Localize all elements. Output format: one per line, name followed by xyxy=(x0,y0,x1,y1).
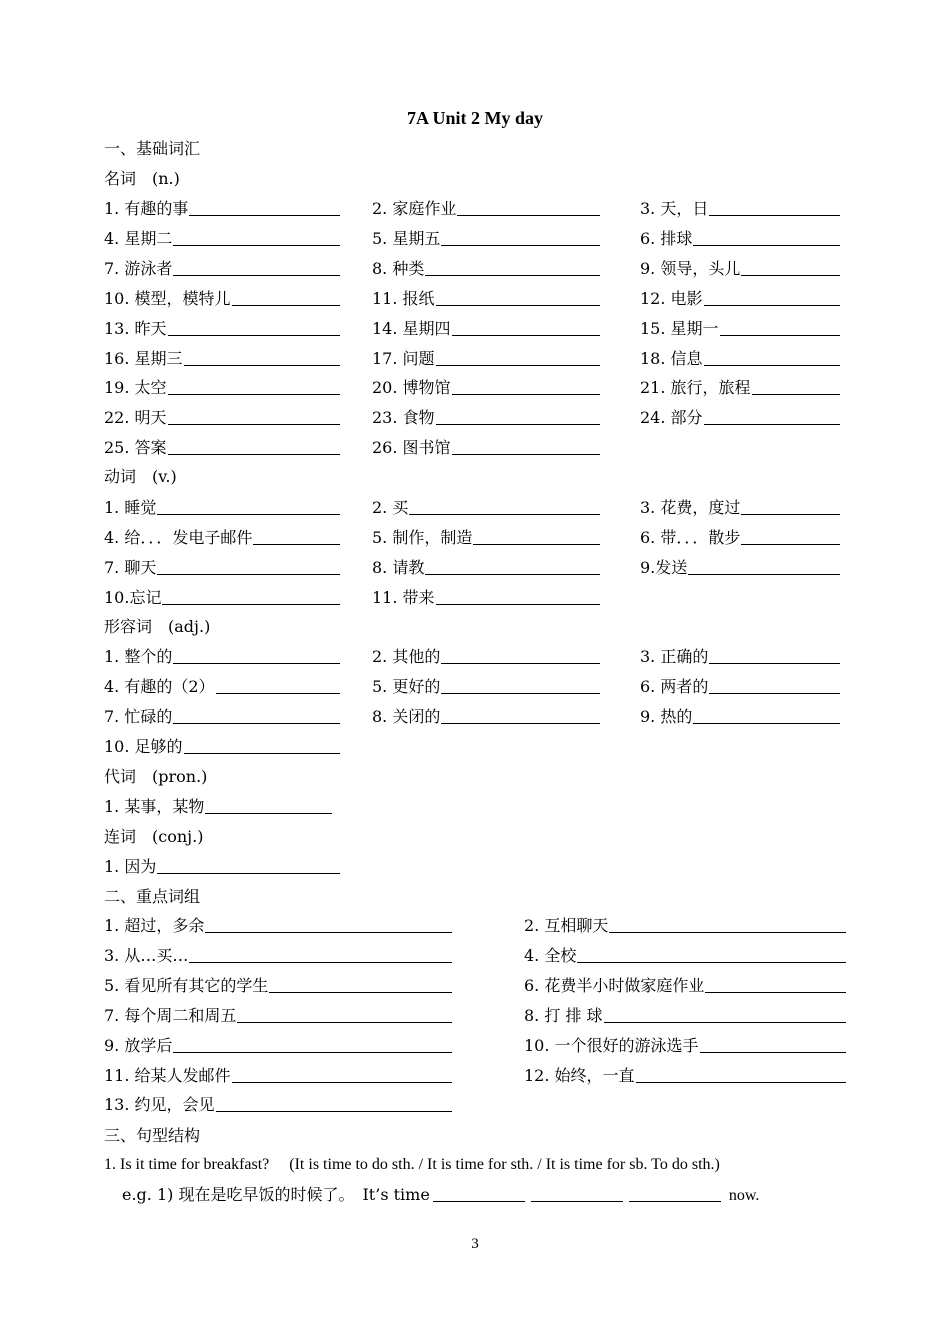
answer-blank[interactable] xyxy=(232,1064,452,1083)
vocab-item xyxy=(372,403,600,433)
vocab-item xyxy=(104,224,340,254)
vocab-item-label: 21. 旅行，旅程 xyxy=(640,378,751,398)
vocab-item xyxy=(104,553,340,583)
vocab-item xyxy=(640,523,840,553)
vocab-item-label: 7. 游泳者 xyxy=(104,258,173,278)
vocab-item-label: 9. 热的 xyxy=(640,706,693,726)
phrase-item xyxy=(104,971,452,1001)
answer-blank[interactable] xyxy=(704,347,840,366)
answer-blank[interactable] xyxy=(168,376,340,395)
vocab-item-label: 1. 有趣的事 xyxy=(104,199,189,218)
section-heading-sentences: 三、句型结构 xyxy=(104,1126,201,1145)
answer-blank[interactable] xyxy=(436,406,600,425)
vocab-item-label: 10. 模型，模特儿 xyxy=(104,288,231,308)
vocab-item xyxy=(104,344,340,374)
vocab-item xyxy=(104,373,340,403)
answer-blank[interactable] xyxy=(237,1004,452,1023)
answer-blank[interactable] xyxy=(409,496,600,515)
answer-blank[interactable] xyxy=(189,944,452,963)
phrase-item xyxy=(104,1090,452,1120)
vocab-item xyxy=(640,702,840,732)
answer-blank[interactable] xyxy=(436,287,600,306)
phrase-item-label: 3. 从…买… xyxy=(104,945,189,965)
vocab-item xyxy=(372,583,600,613)
vocab-item xyxy=(640,672,840,702)
vocab-item-label: 11. 带来 xyxy=(372,587,435,607)
vocab-item xyxy=(372,553,600,583)
vocab-item xyxy=(640,314,840,344)
vocab-item xyxy=(372,493,600,523)
phrase-item-label: 10. 一个很好的游泳选手 xyxy=(524,1035,699,1055)
vocab-item-label: 3. 花费，度过 xyxy=(640,498,741,517)
vocab-item-label: 10.忘记 xyxy=(104,587,162,607)
phrase-item-label: 9. 放学后 xyxy=(104,1035,173,1055)
answer-blank[interactable] xyxy=(157,496,340,515)
vocab-item xyxy=(372,433,600,463)
vocab-item-label: 6. 带．．．散步 xyxy=(640,527,741,547)
answer-blank[interactable] xyxy=(441,675,600,694)
answer-blank[interactable] xyxy=(436,347,600,366)
answer-blank[interactable] xyxy=(709,675,840,694)
vocab-item xyxy=(104,194,340,224)
answer-blank[interactable] xyxy=(709,197,840,216)
answer-blank[interactable] xyxy=(253,526,340,545)
answer-blank[interactable] xyxy=(173,257,340,276)
vocab-item-label: 9. 领导，头儿 xyxy=(640,258,741,278)
example-prompt: e.g. 1) 现在是吃早饭的时候了。 It’s time xyxy=(122,1185,430,1204)
answer-blank[interactable] xyxy=(436,586,600,605)
answer-blank[interactable] xyxy=(604,1004,846,1023)
answer-blank[interactable] xyxy=(157,556,340,575)
phrase-item xyxy=(104,1061,452,1091)
phrase-item-label: 7. 每个周二和周五 xyxy=(104,1005,237,1025)
answer-blank[interactable] xyxy=(531,1183,623,1202)
vocab-item-label: 3. 天，日 xyxy=(640,199,709,218)
phrase-item xyxy=(524,911,846,941)
vocab-item-label: 19. 太空 xyxy=(104,378,167,398)
answer-blank[interactable] xyxy=(452,376,600,395)
answer-blank[interactable] xyxy=(452,317,600,336)
answer-blank[interactable] xyxy=(609,914,846,933)
vocab-item-label: 8. 请教 xyxy=(372,557,425,577)
phrase-item xyxy=(524,971,846,1001)
example-suffix: now. xyxy=(728,1187,760,1204)
answer-blank[interactable] xyxy=(720,317,840,336)
answer-blank[interactable] xyxy=(473,526,600,545)
answer-blank[interactable] xyxy=(457,197,600,216)
phrase-item-label: 8. 打 排 球 xyxy=(524,1005,603,1025)
vocab-item xyxy=(372,344,600,374)
verbs-heading: 动词 (v.) xyxy=(104,467,177,486)
phrase-item-label: 6. 花费半小时做家庭作业 xyxy=(524,975,705,995)
vocab-item xyxy=(104,792,332,822)
answer-blank[interactable] xyxy=(205,914,452,933)
phrase-item xyxy=(104,911,452,941)
phrase-item-label: 4. 全校 xyxy=(524,945,577,965)
vocab-item-label: 1. 睡觉 xyxy=(104,498,157,517)
answer-blank[interactable] xyxy=(168,406,340,425)
vocab-item-label: 8. 关闭的 xyxy=(372,706,441,726)
vocab-item xyxy=(640,403,840,433)
phrase-item-label: 11. 给某人发邮件 xyxy=(104,1065,231,1085)
vocab-item-label: 2. 其他的 xyxy=(372,647,441,666)
vocab-item xyxy=(640,373,840,403)
answer-blank[interactable] xyxy=(636,1064,846,1083)
phrase-item xyxy=(104,941,452,971)
section-heading-phrases: 二、重点词组 xyxy=(104,887,201,906)
answer-blank[interactable] xyxy=(168,317,340,336)
vocab-item-label: 25. 答案 xyxy=(104,438,167,458)
vocab-item-label: 15. 星期一 xyxy=(640,318,719,338)
vocab-item xyxy=(104,523,340,553)
answer-blank[interactable] xyxy=(741,257,840,276)
vocab-item-label: 17. 问题 xyxy=(372,348,435,368)
answer-blank[interactable] xyxy=(752,376,840,395)
vocab-item-label: 5. 制作，制造 xyxy=(372,527,473,547)
vocab-item xyxy=(104,433,340,463)
vocab-item xyxy=(104,672,340,702)
answer-blank[interactable] xyxy=(704,287,840,306)
vocab-item-label: 6. 排球 xyxy=(640,228,693,248)
adjs-heading: 形容词 (adj.) xyxy=(104,617,211,636)
phrase-item-label: 5. 看见所有其它的学生 xyxy=(104,975,269,995)
vocab-item-label: 1. 某事，某物 xyxy=(104,797,205,816)
answer-blank[interactable] xyxy=(700,1034,846,1053)
answer-blank[interactable] xyxy=(693,227,840,246)
vocab-item-label: 4. 给．．．发电子邮件 xyxy=(104,527,253,547)
vocab-item xyxy=(640,254,840,284)
phrase-item xyxy=(524,1031,846,1061)
answer-blank[interactable] xyxy=(216,1093,452,1112)
vocab-item-label: 4. 有趣的（2） xyxy=(104,676,215,696)
conj-heading: 连词 (conj.) xyxy=(104,827,204,846)
answer-blank[interactable] xyxy=(709,645,840,664)
answer-blank[interactable] xyxy=(629,1183,721,1202)
vocab-item xyxy=(104,254,340,284)
vocab-item xyxy=(640,493,840,523)
vocab-item xyxy=(104,732,340,762)
phrase-item-label: 12. 始终，一直 xyxy=(524,1065,635,1085)
answer-blank[interactable] xyxy=(441,645,600,664)
vocab-item xyxy=(640,642,840,672)
vocab-item-label: 11. 报纸 xyxy=(372,288,435,308)
vocab-item xyxy=(104,493,340,523)
section-heading-basic-vocab: 一、基础词汇 xyxy=(104,139,201,158)
nouns-heading: 名词 (n.) xyxy=(104,169,180,188)
vocab-item-label: 2. 买 xyxy=(372,498,409,517)
answer-blank[interactable] xyxy=(688,556,840,575)
vocab-item xyxy=(640,344,840,374)
vocab-item-label: 1. 因为 xyxy=(104,857,157,876)
vocab-item-label: 10. 足够的 xyxy=(104,736,183,756)
vocab-item-label: 22. 明天 xyxy=(104,408,167,428)
vocab-item xyxy=(104,403,340,433)
vocab-item xyxy=(104,642,340,672)
vocab-item-label: 16. 星期三 xyxy=(104,348,183,368)
answer-blank[interactable] xyxy=(189,197,340,216)
vocab-item xyxy=(372,702,600,732)
vocab-item-label: 13. 昨天 xyxy=(104,318,167,338)
vocab-item xyxy=(104,702,340,732)
vocab-item-label: 26. 图书馆 xyxy=(372,438,451,458)
answer-blank[interactable] xyxy=(577,944,846,963)
phrase-item xyxy=(524,1001,846,1031)
answer-blank[interactable] xyxy=(184,347,340,366)
answer-blank[interactable] xyxy=(157,855,340,874)
vocab-item xyxy=(372,373,600,403)
vocab-item-label: 14. 星期四 xyxy=(372,318,451,338)
vocab-item xyxy=(640,224,840,254)
vocab-item-label: 6. 两者的 xyxy=(640,676,709,696)
answer-blank[interactable] xyxy=(232,287,340,306)
answer-blank[interactable] xyxy=(441,227,600,246)
pron-heading: 代词 (pron.) xyxy=(104,767,208,786)
answer-blank[interactable] xyxy=(269,974,452,993)
answer-blank[interactable] xyxy=(173,645,340,664)
phrase-item-label: 1. 超过，多余 xyxy=(104,916,205,935)
answer-blank[interactable] xyxy=(452,436,600,455)
answer-blank[interactable] xyxy=(425,556,600,575)
vocab-item-label: 2. 家庭作业 xyxy=(372,199,457,218)
page-number: 3 xyxy=(471,1236,479,1252)
answer-blank[interactable] xyxy=(173,1034,452,1053)
answer-blank[interactable] xyxy=(433,1183,525,1202)
vocab-item xyxy=(372,523,600,553)
vocab-item xyxy=(104,314,340,344)
vocab-item xyxy=(104,284,340,314)
vocab-item xyxy=(372,642,600,672)
vocab-item-label: 12. 电影 xyxy=(640,288,703,308)
vocab-item xyxy=(372,224,600,254)
vocab-item-label: 4. 星期二 xyxy=(104,228,173,248)
vocab-item-label: 3. 正确的 xyxy=(640,647,709,666)
phrase-item-label: 13. 约见，会见 xyxy=(104,1095,215,1115)
phrase-item xyxy=(524,1061,846,1091)
answer-blank[interactable] xyxy=(168,436,340,455)
example-sentence-1 xyxy=(122,1180,759,1210)
vocab-item xyxy=(372,254,600,284)
vocab-item-label: 5. 更好的 xyxy=(372,676,441,696)
vocab-item xyxy=(640,553,840,583)
vocab-item xyxy=(104,852,340,882)
vocab-item-label: 23. 食物 xyxy=(372,408,435,428)
vocab-item-label: 7. 忙碌的 xyxy=(104,706,173,726)
answer-blank[interactable] xyxy=(425,257,600,276)
vocab-item-label: 8. 种类 xyxy=(372,258,425,278)
answer-blank[interactable] xyxy=(173,705,340,724)
vocab-item-label: 1. 整个的 xyxy=(104,647,173,666)
answer-blank[interactable] xyxy=(741,496,840,515)
vocab-item xyxy=(640,284,840,314)
answer-blank[interactable] xyxy=(184,735,340,754)
answer-blank[interactable] xyxy=(693,705,840,724)
sentence-pattern-1: 1. Is it time for breakfast? (It is time to do sth. / It is time for sth. / It is time for sb. To do sth.) xyxy=(104,1156,720,1173)
phrase-item xyxy=(104,1001,452,1031)
vocab-item xyxy=(372,284,600,314)
answer-blank[interactable] xyxy=(162,586,340,605)
phrase-item xyxy=(524,941,846,971)
answer-blank[interactable] xyxy=(441,705,600,724)
vocab-item-label: 24. 部分 xyxy=(640,408,703,428)
answer-blank[interactable] xyxy=(741,526,840,545)
vocab-item-label: 9.发送 xyxy=(640,557,688,577)
phrase-item-label: 2. 互相聊天 xyxy=(524,916,609,935)
answer-blank[interactable] xyxy=(216,675,340,694)
answer-blank[interactable] xyxy=(205,795,332,814)
vocab-item-label: 20. 博物馆 xyxy=(372,378,451,398)
answer-blank[interactable] xyxy=(173,227,340,246)
answer-blank[interactable] xyxy=(705,974,846,993)
answer-blank[interactable] xyxy=(704,406,840,425)
vocab-item xyxy=(640,194,840,224)
page-title: 7A Unit 2 My day xyxy=(406,108,543,128)
phrase-item xyxy=(104,1031,452,1061)
vocab-item xyxy=(372,672,600,702)
vocab-item xyxy=(372,194,600,224)
vocab-item-label: 5. 星期五 xyxy=(372,228,441,248)
vocab-item-label: 7. 聊天 xyxy=(104,557,157,577)
vocab-item xyxy=(372,314,600,344)
vocab-item-label: 18. 信息 xyxy=(640,348,703,368)
vocab-item xyxy=(104,583,340,613)
